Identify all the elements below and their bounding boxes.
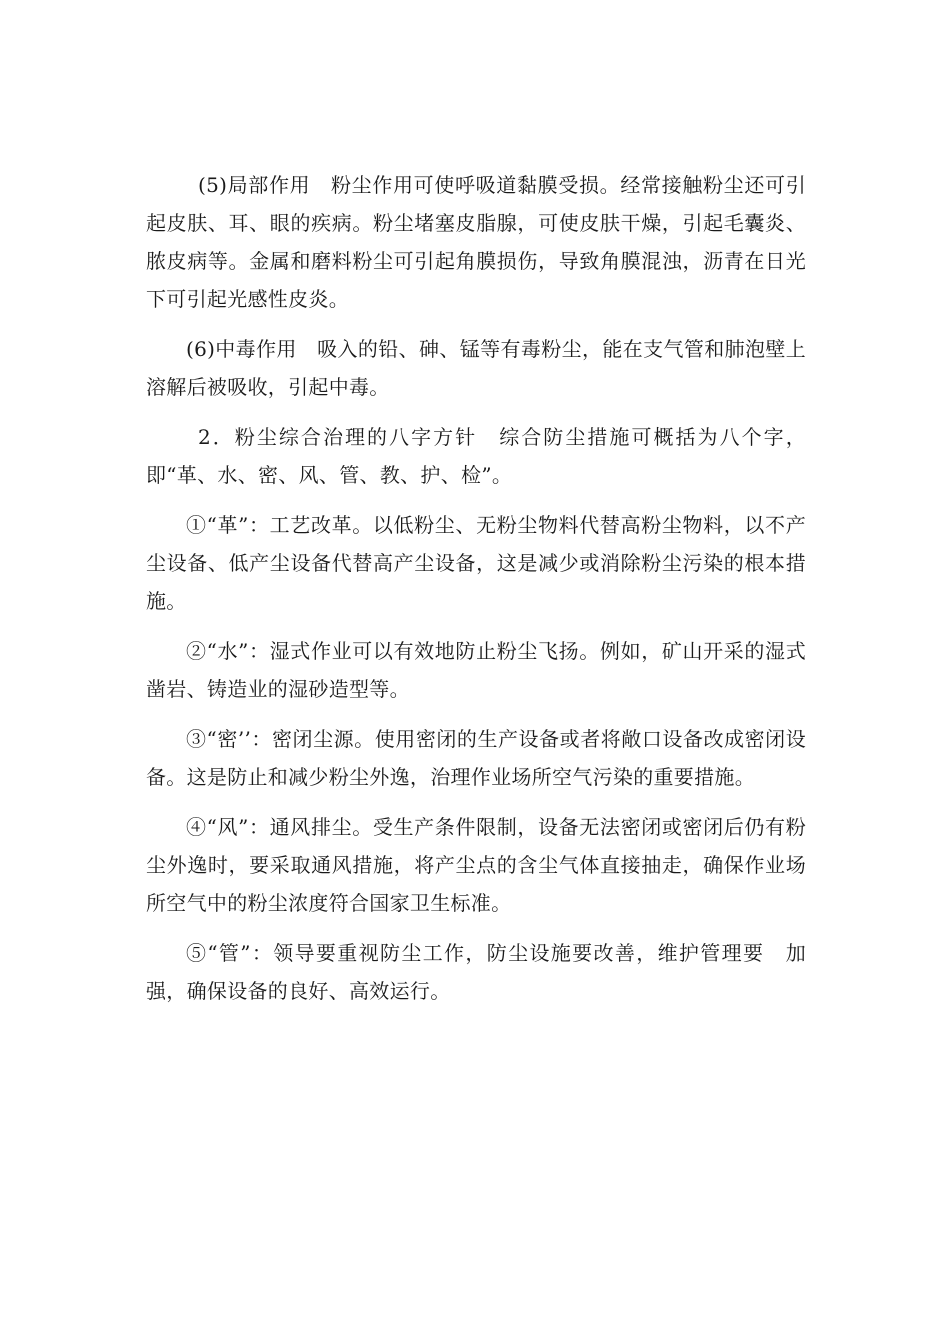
paragraph-process-reform: ①“革”：工艺改革。以低粉尘、无粉尘物料代替高粉尘物料，以不产尘设备、低产尘设备代替高产尘设备，这是减少或消除粉尘污染的根本措施。 bbox=[146, 513, 806, 613]
paragraph-poisoning-effect: (6)中毒作用 吸入的铅、砷、锰等有毒粉尘，能在支气管和肺泡壁上溶解后被吸收，引起中毒。 bbox=[146, 337, 806, 399]
paragraph-seal-source: ③“密’’：密闭尘源。使用密闭的生产设备或者将敞口设备改成密闭设备。这是防止和减少粉尘外逸，治理作业场所空气污染的重要措施。 bbox=[146, 727, 806, 789]
paragraph-wet-operation: ②“水”：湿式作业可以有效地防止粉尘飞扬。例如，矿山开采的湿式凿岩、铸造业的湿砂造型等。 bbox=[146, 639, 806, 701]
document-body bbox=[146, 166, 806, 1022]
paragraph-eight-character-policy: 2．粉尘综合治理的八字方针 综合防尘措施可概括为八个字，即“革、水、密、风、管、教、护、检”。 bbox=[146, 425, 806, 487]
paragraph-ventilation: ④“风”：通风排尘。受生产条件限制，设备无法密闭或密闭后仍有粉尘外逸时，要采取通风措施，将产尘点的含尘气体直接抽走，确保作业场所空气中的粉尘浓度符合国家卫生标准。 bbox=[146, 815, 806, 915]
paragraph-local-effect: (5)局部作用 粉尘作用可使呼吸道黏膜受损。经常接触粉尘还可引起皮肤、耳、眼的疾病。粉尘堵塞皮脂腺，可使皮肤干燥，引起毛囊炎、脓皮病等。金属和磨料粉尘可引起角膜损伤，导致角膜混浊，沥青在日光下可引起光感性皮炎。 bbox=[146, 173, 806, 311]
paragraph-management: ⑤“管”：领导要重视防尘工作，防尘设施要改善，维护管理要 加强，确保设备的良好、高效运行。 bbox=[146, 941, 806, 1003]
